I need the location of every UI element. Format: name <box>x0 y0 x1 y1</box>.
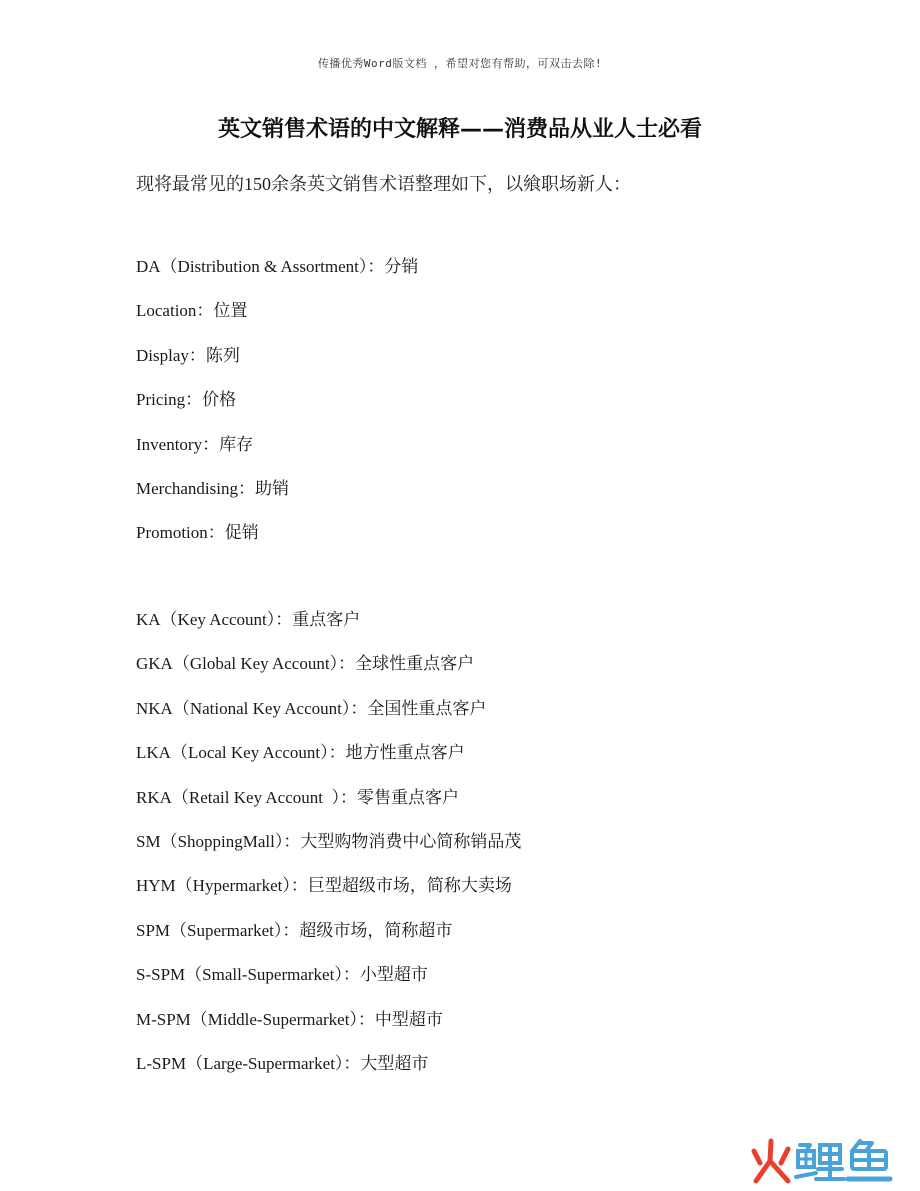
term-item: Merchandising：助销 <box>136 478 289 498</box>
term-item: Location：位置 <box>136 301 248 321</box>
fire-glyph-icon <box>754 1141 788 1181</box>
term-list-accounts <box>136 609 521 1097</box>
term-item: HYM（Hypermarket）：巨型超级市场，简称大卖场 <box>136 876 512 896</box>
term-item: Inventory：库存 <box>136 434 254 454</box>
term-list-distribution <box>136 256 418 567</box>
term-item: RKA（Retail Key Account ）：零售重点客户 <box>136 787 459 807</box>
term-item: Display：陈列 <box>136 345 240 365</box>
term-item: GKA（Global Key Account）：全球性重点客户 <box>136 654 475 674</box>
term-item: Pricing：价格 <box>136 390 237 410</box>
fish-glyph-icon <box>848 1141 890 1179</box>
header-note: 传播优秀Word版文档 ，希望对您有帮助，可双击去除! <box>317 57 603 70</box>
intro-paragraph: 现将最常见的150余条英文销售术语整理如下，以飨职场新人： <box>136 174 631 194</box>
term-item: M-SPM（Middle-Supermarket）：中型超市 <box>136 1009 443 1029</box>
term-item: LKA（Local Key Account）：地方性重点客户 <box>136 743 465 763</box>
term-item: KA（Key Account）：重点客户 <box>136 610 361 629</box>
term-item: Promotion：促销 <box>136 523 259 543</box>
term-item: S-SPM（Small-Supermarket）：小型超市 <box>136 965 428 985</box>
term-item: DA（Distribution & Assortment）：分销 <box>136 257 419 276</box>
document-title: 英文销售术语的中文解释——消费品从业人士必看 <box>217 117 702 142</box>
term-item: NKA（National Key Account）：全国性重点客户 <box>136 698 487 718</box>
carp-glyph-icon <box>796 1145 844 1179</box>
term-item: SPM（Supermarket）：超级市场，简称超市 <box>136 920 453 940</box>
term-item: L-SPM（Large-Supermarket）：大型超市 <box>136 1053 429 1073</box>
term-item: SM（ShoppingMall）：大型购物消费中心简称销品茂 <box>136 831 522 851</box>
watermark-logo <box>748 1137 898 1185</box>
